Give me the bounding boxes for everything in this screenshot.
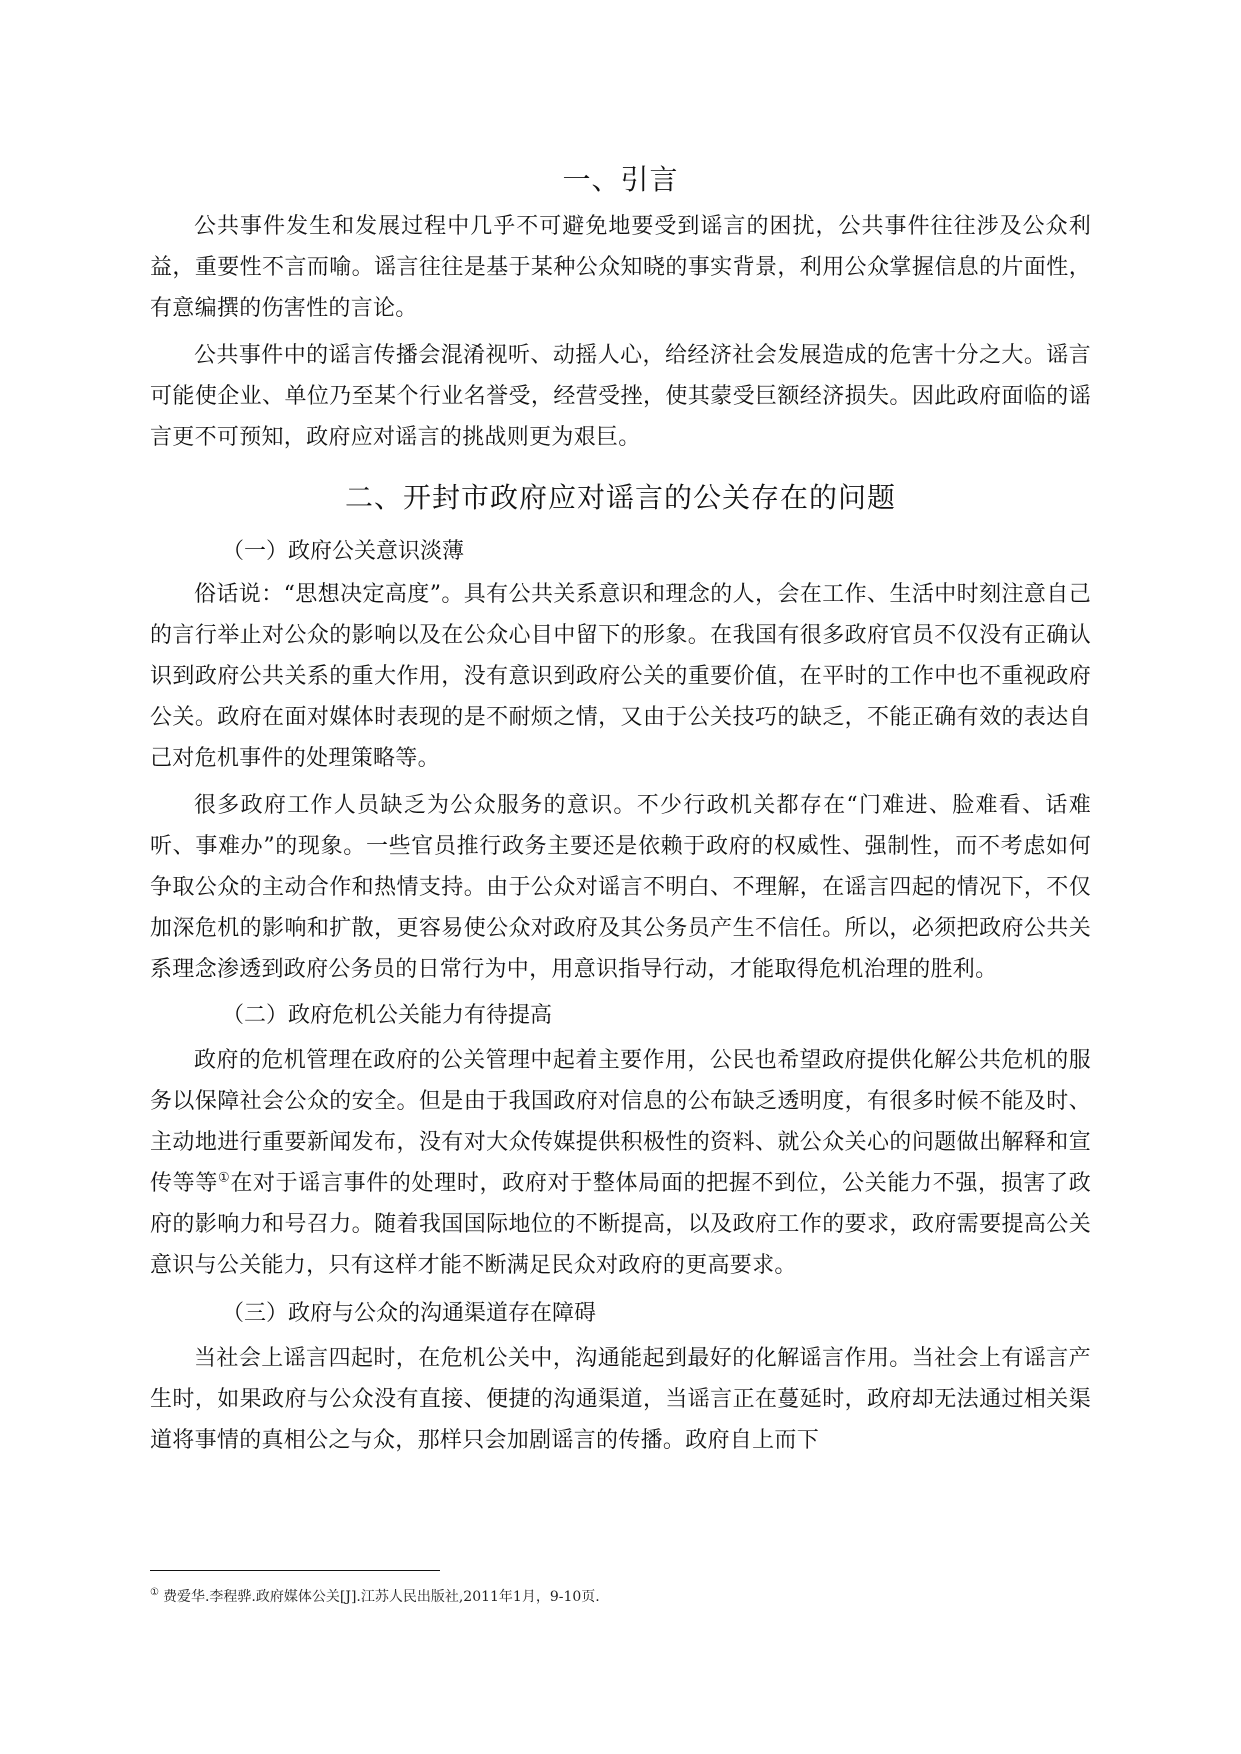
subsection-title-communication: （三）政府与公众的沟通渠道存在障碍 [222, 1301, 597, 1326]
paragraph: 公共事件中的谣言传播会混淆视听、动摇人心，给经济社会发展造成的危害十分之大。谣言可能使企业、单位乃至某个行业名誉受，经营受挫，使其蒙受巨额经济损失。因此政府面临的谣言更不可预知，政府应对谣言的挑战则更为艰巨。 [150, 343, 1091, 450]
section-title-problems: 二、开封市政府应对谣言的公关存在的问题 [344, 481, 896, 514]
paragraph: 俗话说：“思想决定高度”。具有公共关系意识和理念的人，会在工作、生活中时刻注意自己的言行举止对公众的影响以及在公众心目中留下的形象。在我国有很多政府官员不仅没有正确认识到政府公共关系的重大作用，没有意识到政府公关的重要价值，在平时的工作中也不重视政府公关。政府在面对媒体时表现的是不耐烦之情，又由于公关技巧的缺乏，不能正确有效的表达自己对危机事件的处理策略等。 [150, 582, 1091, 771]
section-title-introduction: 一、引言 [562, 163, 679, 196]
paragraph: 很多政府工作人员缺乏为公众服务的意识。不少行政机关都存在“门难进、脸难看、话难听、事难办”的现象。一些官员推行政务主要还是依赖于政府的权威性、强制性，而不考虑如何争取公众的主动合作和热情支持。由于公众对谣言不明白、不理解，在谣言四起的情况下，不仅加深危机的影响和扩散，更容易使公众对政府及其公务员产生不信任。所以，必须把政府公共关系理念渗透到政府公务员的日常行为中，用意识指导行动，才能取得危机治理的胜利。 [150, 793, 1091, 982]
subsection-title-awareness: （一）政府公关意识淡薄 [222, 539, 465, 564]
paragraph: 公共事件发生和发展过程中几乎不可避免地要受到谣言的困扰，公共事件往往涉及公众利益，重要性不言而喻。谣言往往是基于某种公众知晓的事实背景，利用公众掌握信息的片面性，有意编撰的伤害性的言论。 [150, 214, 1091, 321]
paragraph-text: 在对于谣言事件的处理时，政府对于整体局面的把握不到位，公关能力不强，损害了政府的影响力和号召力。随着我国国际地位的不断提高，以及政府工作的要求，政府需要提高公关意识与公关能力，只有这样才能不断满足民众对政府的更高要求。 [150, 1171, 1091, 1278]
paragraph: 当社会上谣言四起时，在危机公关中，沟通能起到最好的化解谣言作用。当社会上有谣言产生时，如果政府与公众没有直接、便捷的沟通渠道，当谣言正在蔓延时，政府却无法通过相关渠道将事情的真相公之与众，那样只会加剧谣言的传播。政府自上而下 [150, 1346, 1091, 1453]
subsection-title-crisis-pr: （二）政府危机公关能力有待提高 [222, 1003, 553, 1028]
footnote-divider [150, 1570, 440, 1571]
footnote [150, 1586, 1091, 1608]
page-body [150, 158, 1091, 1461]
footnote-reference: ① [217, 1170, 231, 1186]
footnote-marker: ① [150, 1587, 159, 1599]
footnote-text: 费爱华.李程骅.政府媒体公关[J].江苏人民出版社,2011年1月，9-10页. [162, 1589, 600, 1605]
paragraph-text: 政府的危机管理在政府的公关管理中起着主要作用，公民也希望政府提供化解公共危机的服务以保障社会公众的安全。但是由于我国政府对信息的公布缺乏透明度，有很多时候不能及时、主动地进行重要新闻发布，没有对大众传媒提供积极性的资料、就公众关心的问题做出解释和宣传等等 [150, 1048, 1091, 1196]
paragraph-with-footnote [150, 1040, 1091, 1286]
